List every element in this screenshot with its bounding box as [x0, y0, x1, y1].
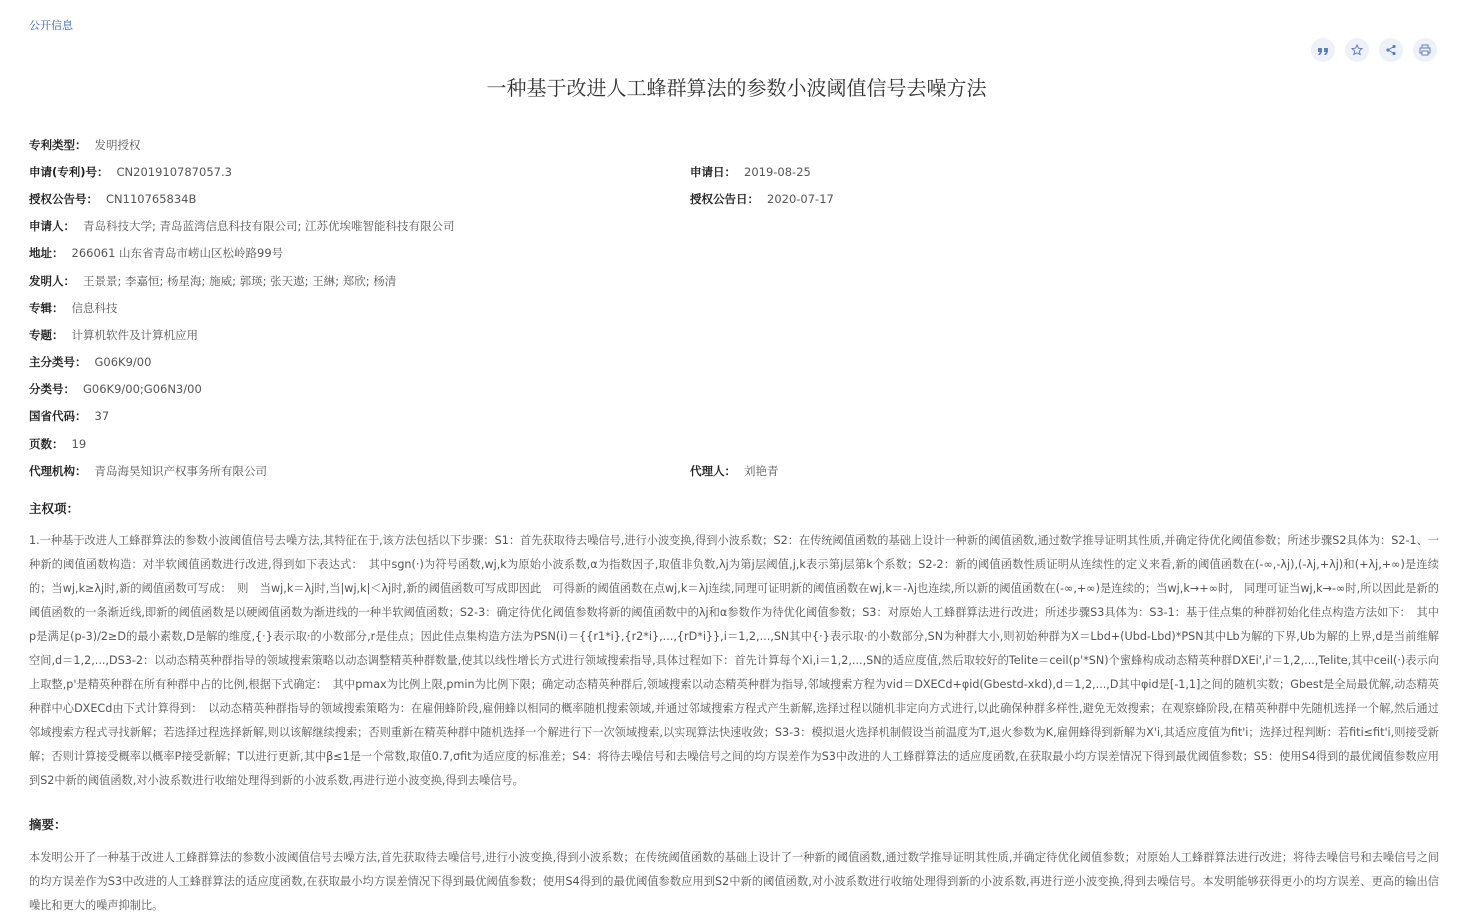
meta-row: [29, 321, 1449, 348]
meta-field: [29, 218, 690, 234]
meta-field: [29, 273, 690, 289]
patent-metadata: [29, 131, 1449, 484]
meta-field: [29, 137, 690, 153]
meta-field: [29, 436, 690, 452]
meta-field: [29, 245, 690, 261]
meta-label: 授权公告日：: [690, 191, 759, 206]
meta-field: [29, 408, 690, 424]
meta-row: [29, 457, 1449, 484]
abstract-text: 本发明公开了一种基于改进人工蜂群算法的参数小波阈值信号去噪方法,首先获取待去噪信号,进行小波变换,得到小波系数；在传统阈值函数的基础上设计了一种新的阈值函数,通过数学推导证明其性质,并确定待优化阈值参数；对原始人工蜂群算法进行改进；将待去噪信号和去噪信号之间的均方误差作为S3中改进的人工蜂群算法的适应度函数,在获取最小均方误差情况下得到最优阈值参数；使用S4得到的最优阈值参数应用到S2中新的阈值函数,对小波系数进行收缩处理得到新的小波系数,再进行逆小波变换,得到去噪信号。本发明能够获得更小的均方误差、更高的输出信噪比和更大的噪声抑制比。: [29, 851, 1439, 912]
meta-field: [29, 164, 690, 180]
favorite-button[interactable]: [1345, 38, 1369, 62]
meta-row: [29, 376, 1449, 403]
meta-row: [29, 131, 1449, 158]
meta-value: 计算机软件及计算机应用: [71, 327, 198, 342]
abstract-heading: 摘要：: [29, 817, 67, 832]
meta-value: 青岛科技大学; 青岛蓝湾信息科技有限公司; 江苏优埃唯智能科技有限公司: [83, 219, 455, 234]
meta-field: [29, 463, 690, 479]
meta-field: [690, 164, 811, 180]
meta-field: [29, 327, 690, 343]
breadcrumb-public-info[interactable]: 公开信息: [29, 19, 73, 32]
meta-value: 19: [71, 436, 87, 451]
print-button[interactable]: [1413, 38, 1437, 62]
meta-row: [29, 267, 1449, 294]
meta-field: [29, 300, 690, 316]
meta-row: [29, 403, 1449, 430]
claims-text: 1.一种基于改进人工蜂群算法的参数小波阈值信号去噪方法,其特征在于,该方法包括以下步骤：S1：首先获取待去噪信号,进行小波变换,得到小波系数；S2：在传统阈值函数的基础上设计一种新的阈值函数,通过数学推导证明其性质,并确定待优化阈值参数；所述步骤S2具体为：S2-1、一种新的阈值函数构造：对半软阈值函数进行改进,得到如下表达式： 其中sgn(·)为符号函数,wj,k为原始小波系数,α为指数因子,取值非负数,λj为第j层阈值,j,k表示第j层第k个系数；S2-2：新的阈值函数性质证明从连续性的定义来看,新的阈值函数在(-∞,-λj),(-λj,+λj)和(+λj,+∞)是连续的；当wj,k≥λj时,新的阈值函数可写成： 则 当wj,k＝λj时,当|wj,k|＜λj时,新的阈值函数可写成即因此 可得新的阈值函数在点wj,k＝λj连续,同理可证明新的阈值函数在wj,k＝-λj也连续,所以新的阈值函数在(-∞,+∞)是连续的；当wj,k→+∞时, 同理可证当wj,k→-∞时,所以因此是新的阈值函数的一条渐近线,即新的阈值函数是以硬阈值函数为渐进线的一种半软阈值函数；S2-3：确定待优化阈值参数将新的阈值函数中的λj和α参数作为待优化阈值参数；S3：对原始人工蜂群算法进行改进；所述步骤S3具体为：S3-1：基于佳点集的种群初始化佳点构造方法如下： 其中p是满足(p-3)/2≥D的最小素数,D是解的维度,{·}表示取·的小数部分,r是佳点；因此佳点集构造方法为PSN(i)＝{{r1*i},{r2*i},...,{rD*i}},i＝1,2,...,SN其中{·}表示取·的小数部分,SN为种群大小,则初始种群为X＝Lbd+(Ubd-Lbd)*PSN其中Lb为解的下界,Ub为解的上界,d是当前维解空间,d＝1,2,...,DS3-2：以动态精英种群指导的领域搜索策略以动态调整精英种群数量,使其以线性增长方式进行领域搜索指导,具体过程如下：首先计算每个Xi,i＝1,2,...,SN的适应度值,然后取较好的Telite＝ceil(p'*SN)个蜜蜂构成动态精英种群DXEi',i'＝1,2,...,Telite,其中ceil(·)表示向上取整,p'是精英种群在所有种群中占的比例,根据下式确定： 其中pmax为比例上限,pmin为比例下限；确定动态精英种群后,领域搜索以动态精英种群为指导,邻域搜索方程为vid＝DXECd+φid(Gbestd-xkd),d＝1,2,...,D其中φid是[-1,1]之间的随机实数；Gbest是全局最优解,动态精英种群中心DXECd由下式计算得到： 以动态精英种群指导的领域搜索策略为：在雇佣蜂阶段,雇佣蜂以相同的概率随机搜索领域,并通过邻域搜索方程式产生新解,选择过程以随机非定向方式进行,以此确保种群多样性,避免无效搜索；在观察蜂阶段,在精英种群中先随机选择一个解,然后通过邻域搜索方程式寻找新解；若选择过程选择新解,则以该解继续搜索；否则重新在精英种群中随机选择一个解进行下一次领域搜索,以实现算法快速收敛；S3-3：模拟退火选择机制假设当前温度为T,退火参数为K,雇佣蜂得到新解为X'i,其适应度值为fit'i；选择过程判断：若fiti≤fit'i,则接受新解；否则计算接受概率以概率P接受新解；T以进行更新,其中β≤1是一个常数,取值0.7,σfit为适应度的标准差；S4：将待去噪信号和去噪信号之间的均方误差作为S3中改进的人工蜂群算法的适应度函数,在获取最小均方误差情况下得到最优阈值参数；S5：使用S4得到的最优阈值参数应用到S2中新的阈值函数,对小波系数进行收缩处理得到新的小波系数,再进行逆小波变换,得到去噪信号。: [29, 534, 1439, 787]
meta-value: 266061 山东省青岛市崂山区松岭路99号: [71, 246, 284, 261]
toolbar: [1311, 38, 1437, 62]
meta-value: CN110765834B: [106, 191, 197, 206]
claims-heading: 主权项：: [29, 501, 80, 516]
meta-field: [29, 191, 690, 207]
quote-icon: [1317, 44, 1329, 56]
meta-row: [29, 158, 1449, 185]
meta-row: [29, 349, 1449, 376]
meta-label: 代理人：: [690, 463, 736, 478]
meta-label: 页数：: [29, 436, 64, 451]
meta-row: [29, 213, 1449, 240]
meta-field: [29, 354, 690, 370]
meta-value: 37: [94, 409, 110, 424]
meta-value: 王景景; 李嘉恒; 杨星海; 施威; 郭瑛; 张天遨; 王綝; 郑欣; 杨清: [83, 273, 397, 288]
meta-value: G06K9/00;G06N3/00: [83, 382, 202, 397]
meta-row: [29, 294, 1449, 321]
meta-label: 地址：: [29, 246, 64, 261]
meta-label: 国省代码：: [29, 409, 87, 424]
meta-field: [690, 463, 779, 479]
meta-field: [29, 381, 690, 397]
meta-value: G06K9/00: [94, 355, 152, 370]
meta-label: 申请(专利)号：: [29, 164, 109, 179]
meta-label: 主分类号：: [29, 355, 87, 370]
meta-label: 申请人：: [29, 219, 75, 234]
meta-label: 专题：: [29, 327, 64, 342]
share-button[interactable]: [1379, 38, 1403, 62]
print-icon: [1419, 44, 1431, 56]
meta-row: [29, 185, 1449, 212]
meta-row: [29, 240, 1449, 267]
meta-value: CN201910787057.3: [116, 164, 232, 179]
meta-label: 授权公告号：: [29, 191, 98, 206]
meta-value: 青岛海昊知识产权事务所有限公司: [94, 463, 267, 478]
meta-value: 2020-07-17: [767, 191, 834, 206]
page-title: 一种基于改进人工蜂群算法的参数小波阈值信号去噪方法: [486, 76, 987, 100]
meta-field: [690, 191, 834, 207]
meta-label: 专辑：: [29, 300, 64, 315]
meta-value: 发明授权: [94, 137, 141, 152]
meta-label: 分类号：: [29, 382, 75, 397]
meta-label: 代理机构：: [29, 463, 87, 478]
meta-label: 发明人：: [29, 273, 75, 288]
star-icon: [1351, 44, 1363, 56]
meta-label: 申请日：: [690, 164, 736, 179]
share-icon: [1385, 44, 1397, 56]
meta-value: 刘艳青: [744, 463, 779, 478]
meta-value: 2019-08-25: [744, 164, 811, 179]
quote-button[interactable]: [1311, 38, 1335, 62]
meta-row: [29, 430, 1449, 457]
meta-value: 信息科技: [71, 300, 118, 315]
meta-label: 专利类型：: [29, 137, 87, 152]
